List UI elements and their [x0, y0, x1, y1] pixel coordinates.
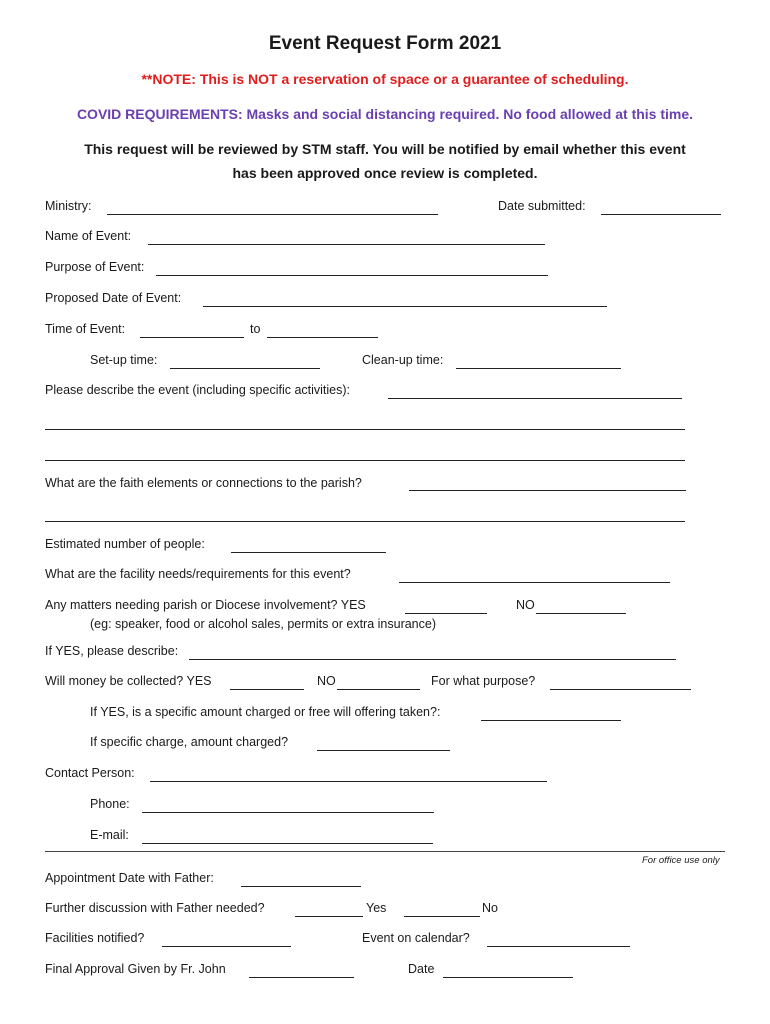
final-date-label: Date	[408, 962, 435, 976]
purpose-of-event-label: Purpose of Event:	[45, 260, 145, 274]
contact-person-label: Contact Person:	[45, 766, 135, 780]
further-discussion-yes-label: Yes	[366, 901, 387, 915]
date-submitted-label: Date submitted:	[498, 199, 586, 213]
faith-elements-field[interactable]	[409, 490, 686, 491]
contact-person-field[interactable]	[150, 781, 547, 782]
estimated-people-label: Estimated number of people:	[45, 537, 205, 551]
faith-elements-line-2[interactable]	[45, 521, 685, 522]
further-discussion-yes-field[interactable]	[295, 916, 363, 917]
review-notice-line-1: This request will be reviewed by STM staff. You will be notified by email whether this event	[84, 141, 686, 157]
phone-field[interactable]	[142, 812, 434, 813]
setup-time-label: Set-up time:	[90, 353, 158, 367]
further-discussion-no-field[interactable]	[404, 916, 480, 917]
specific-amount-label: If YES, is a specific amount charged or free will offering taken?:	[90, 705, 441, 719]
final-approval-label: Final Approval Given by Fr. John	[45, 962, 226, 976]
time-start-field[interactable]	[140, 337, 244, 338]
email-field[interactable]	[142, 843, 433, 844]
ministry-label: Ministry:	[45, 199, 92, 213]
ministry-field[interactable]	[107, 214, 438, 215]
estimated-people-field[interactable]	[231, 552, 386, 553]
name-of-event-field[interactable]	[148, 244, 545, 245]
facilities-notified-label: Facilities notified?	[45, 931, 145, 945]
email-label: E-mail:	[90, 828, 129, 842]
if-yes-describe-field[interactable]	[189, 659, 676, 660]
proposed-date-field[interactable]	[203, 306, 607, 307]
time-to-label: to	[250, 322, 261, 336]
reservation-note: **NOTE: This is NOT a reservation of space or a guarantee of scheduling.	[141, 71, 629, 87]
facilities-notified-field[interactable]	[162, 946, 291, 947]
purpose-of-event-field[interactable]	[156, 275, 548, 276]
event-on-calendar-label: Event on calendar?	[362, 931, 470, 945]
describe-event-line-3[interactable]	[45, 460, 685, 461]
name-of-event-label: Name of Event:	[45, 229, 132, 243]
for-what-purpose-field[interactable]	[550, 689, 691, 690]
specific-charge-field[interactable]	[317, 750, 450, 751]
setup-time-field[interactable]	[170, 368, 320, 369]
for-what-purpose-label: For what purpose?	[431, 674, 536, 688]
money-no-field[interactable]	[337, 689, 420, 690]
facility-needs-field[interactable]	[399, 582, 670, 583]
describe-event-label: Please describe the event (including specific activities):	[45, 383, 351, 397]
money-no-label: NO	[317, 674, 336, 688]
final-date-field[interactable]	[443, 977, 573, 978]
parish-no-field[interactable]	[536, 613, 626, 614]
parish-involvement-label: Any matters needing parish or Diocese involvement? YES	[45, 598, 366, 612]
faith-elements-label: What are the faith elements or connections to the parish?	[45, 476, 362, 490]
further-discussion-label: Further discussion with Father needed?	[45, 901, 265, 915]
specific-charge-label: If specific charge, amount charged?	[90, 735, 289, 749]
review-notice-line-2: has been approved once review is completed.	[232, 165, 538, 181]
event-on-calendar-field[interactable]	[487, 946, 630, 947]
office-use-label: For office use only	[642, 855, 720, 866]
time-of-event-label: Time of Event:	[45, 322, 126, 336]
describe-event-field[interactable]	[388, 398, 682, 399]
time-end-field[interactable]	[267, 337, 378, 338]
appointment-date-label: Appointment Date with Father:	[45, 871, 214, 885]
describe-event-line-2[interactable]	[45, 429, 685, 430]
if-yes-describe-label: If YES, please describe:	[45, 644, 179, 658]
covid-requirements: COVID REQUIREMENTS: Masks and social distancing required. No food allowed at this time.	[76, 106, 694, 122]
money-yes-field[interactable]	[230, 689, 304, 690]
form-title: Event Request Form 2021	[268, 33, 502, 54]
parish-yes-field[interactable]	[405, 613, 487, 614]
specific-amount-field[interactable]	[481, 720, 621, 721]
final-approval-field[interactable]	[249, 977, 354, 978]
cleanup-time-field[interactable]	[456, 368, 621, 369]
cleanup-time-label: Clean-up time:	[362, 353, 444, 367]
office-divider	[45, 851, 725, 852]
proposed-date-label: Proposed Date of Event:	[45, 291, 182, 305]
money-collected-label: Will money be collected? YES	[45, 674, 212, 688]
phone-label: Phone:	[90, 797, 130, 811]
parish-no-label: NO	[516, 598, 535, 612]
further-discussion-no-label: No	[482, 901, 498, 915]
parish-example-note: (eg: speaker, food or alcohol sales, permits or extra insurance)	[90, 617, 437, 631]
date-submitted-field[interactable]	[601, 214, 721, 215]
facility-needs-label: What are the facility needs/requirements for this event?	[45, 567, 351, 581]
appointment-date-field[interactable]	[241, 886, 361, 887]
